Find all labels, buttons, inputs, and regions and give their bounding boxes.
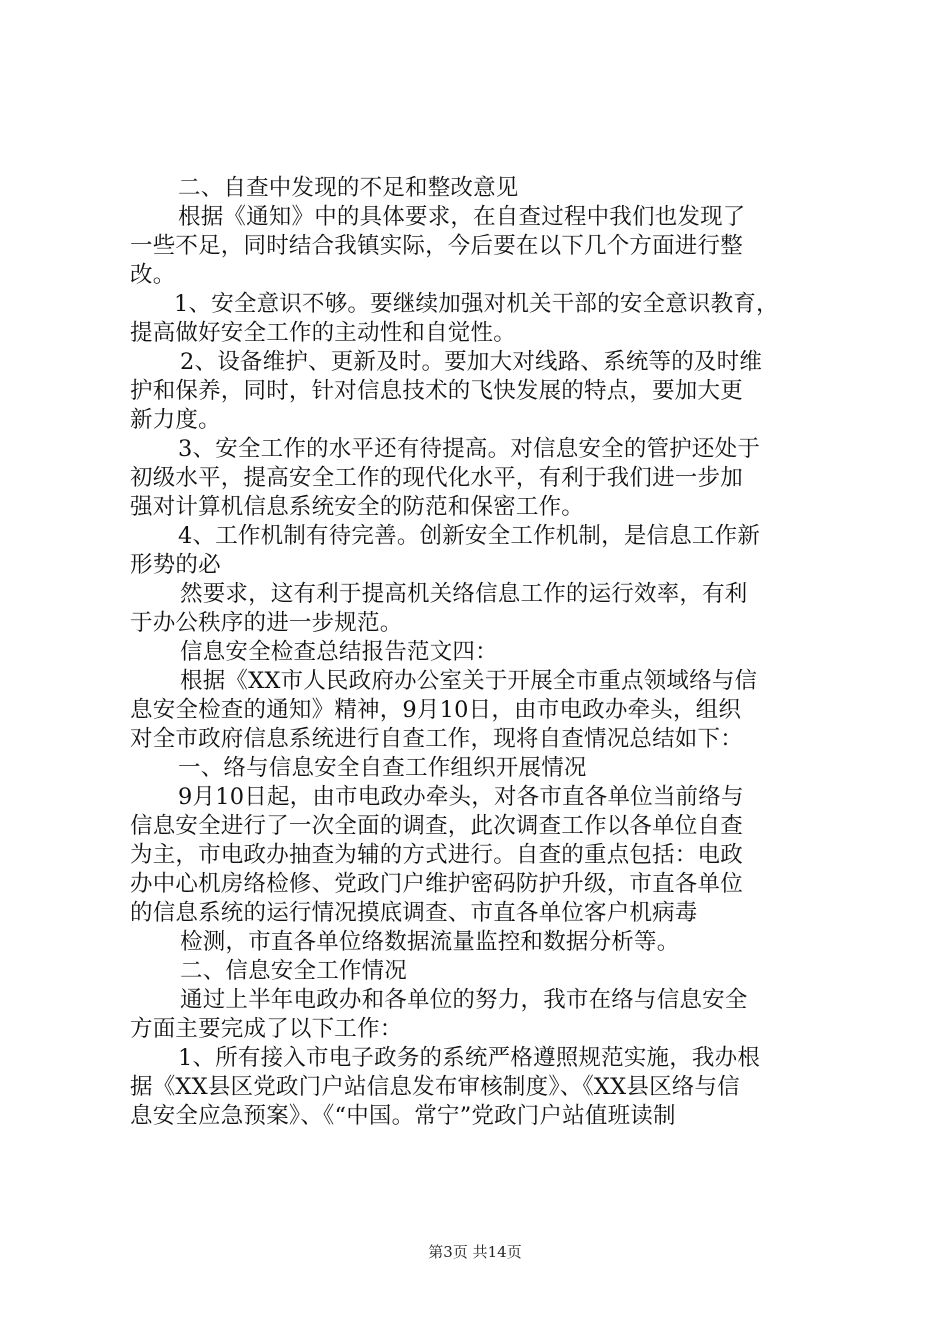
section-heading: 二、信息安全工作情况 bbox=[180, 958, 408, 984]
paragraph-line: 改。 bbox=[130, 262, 176, 288]
paragraph-line: 据《XX县区党政门户站信息发布审核制度》、《XX县区络与信 bbox=[130, 1074, 740, 1100]
section-heading: 信息安全检查总结报告范文四： bbox=[180, 639, 498, 665]
paragraph-line: 初级水平，提高安全工作的现代化水平，有利于我们进一步加 bbox=[130, 465, 743, 491]
paragraph-line: 然要求，这有利于提高机关络信息工作的运行效率，有利 bbox=[180, 581, 748, 607]
paragraph-line: 4、工作机制有待完善。创新安全工作机制，是信息工作新 bbox=[178, 523, 761, 549]
paragraph-line: 检测，市直各单位络数据流量监控和数据分析等。 bbox=[180, 929, 680, 955]
paragraph-line: 提高做好安全工作的主动性和自觉性。 bbox=[130, 320, 516, 346]
paragraph-line: 息安全应急预案》、《“中国。常宁”党政门户站值班读制 bbox=[130, 1103, 676, 1129]
paragraph-line: 9月10日起，由市电政办牵头，对各市直各单位当前络与 bbox=[178, 784, 744, 810]
paragraph-line: 2、设备维护、更新及时。要加大对线路、系统等的及时维 bbox=[180, 349, 763, 375]
section-heading: 二、自查中发现的不足和整改意见 bbox=[178, 175, 519, 201]
paragraph-line: 3、安全工作的水平还有待提高。对信息安全的管护还处于 bbox=[178, 436, 761, 462]
paragraph-line: 信息安全进行了一次全面的调查，此次调查工作以各单位自查 bbox=[130, 813, 743, 839]
paragraph-line: 通过上半年电政办和各单位的努力，我市在络与信息安全 bbox=[180, 987, 748, 1013]
paragraph-line: 1、安全意识不够。要继续加强对机关干部的安全意识教育， bbox=[174, 291, 779, 317]
paragraph-line: 1、所有接入市电子政务的系统严格遵照规范实施，我办根 bbox=[178, 1045, 761, 1071]
paragraph-line: 于办公秩序的进一步规范。 bbox=[130, 610, 403, 636]
paragraph-line: 方面主要完成了以下工作： bbox=[130, 1016, 403, 1042]
paragraph-line: 息安全检查的通知》精神，9月10日，由市电政办牵头，组织 bbox=[130, 697, 742, 723]
paragraph-line: 的信息系统的运行情况摸底调查、市直各单位客户机病毒 bbox=[130, 900, 698, 926]
paragraph-line: 对全市政府信息系统进行自查工作，现将自查情况总结如下： bbox=[130, 726, 743, 752]
paragraph-line: 办中心机房络检修、党政门户维护密码防护升级，市直各单位 bbox=[130, 871, 743, 897]
paragraph-line: 新力度。 bbox=[130, 407, 221, 433]
paragraph-line: 一些不足，同时结合我镇实际，今后要在以下几个方面进行整 bbox=[130, 233, 743, 259]
paragraph-line: 护和保养，同时，针对信息技术的飞快发展的特点，要加大更 bbox=[130, 378, 743, 404]
paragraph-line: 根据《通知》中的具体要求，在自查过程中我们也发现了 bbox=[178, 204, 746, 230]
page-number-footer: 第3页 共14页 bbox=[428, 1243, 522, 1261]
paragraph-line: 为主，市电政办抽查为辅的方式进行。自查的重点包括：电政 bbox=[130, 842, 743, 868]
paragraph-line: 形势的必 bbox=[130, 552, 221, 578]
paragraph-line: 强对计算机信息系统安全的防范和保密工作。 bbox=[130, 494, 585, 520]
document-body bbox=[130, 174, 830, 1131]
paragraph-line: 根据《XX市人民政府办公室关于开展全市重点领域络与信 bbox=[180, 668, 758, 694]
section-heading: 一、络与信息安全自查工作组织开展情况 bbox=[178, 755, 587, 781]
